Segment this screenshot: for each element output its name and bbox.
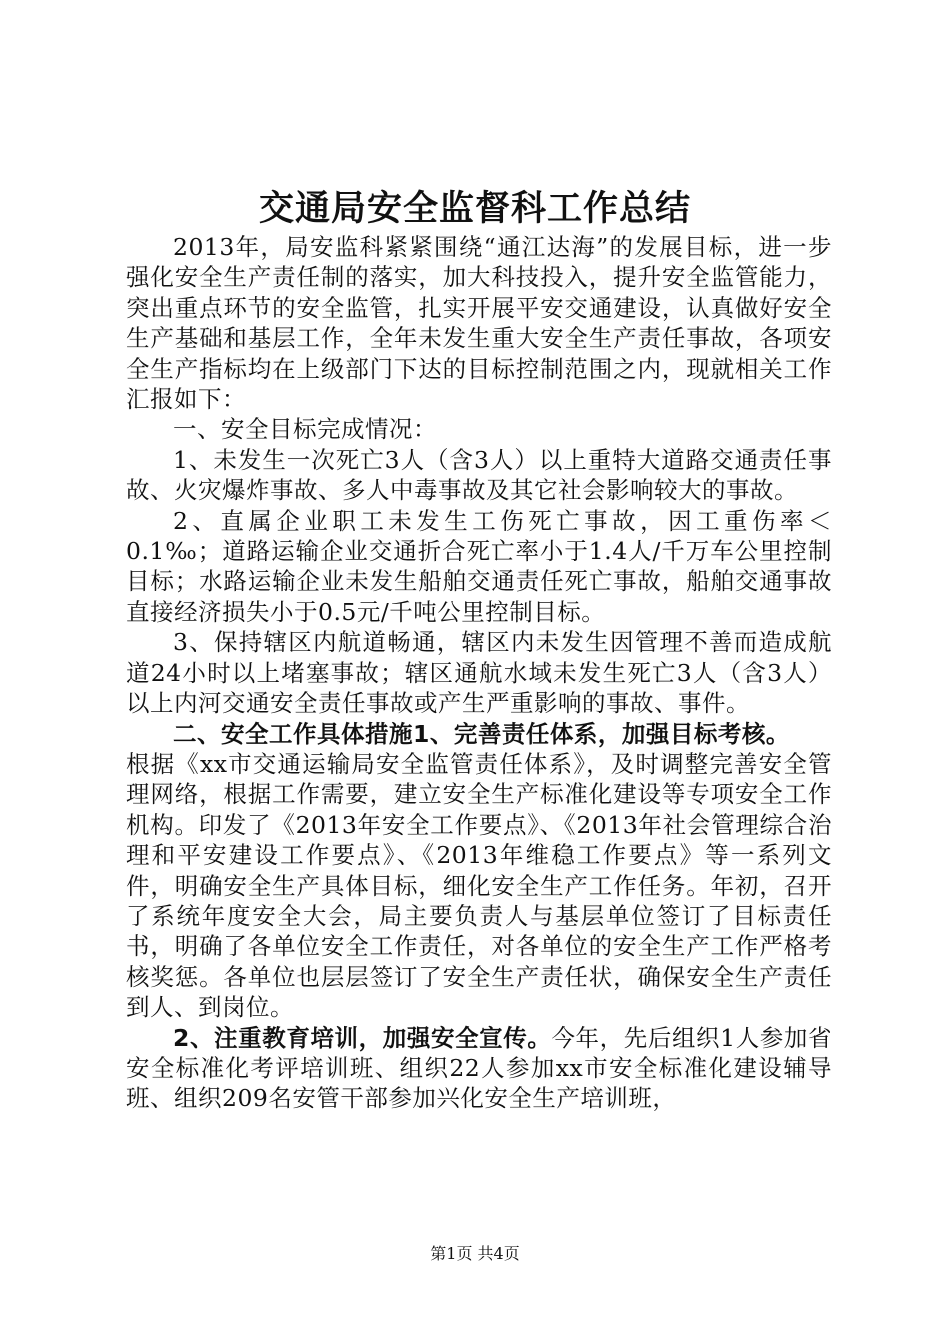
section-heading-measures: 二、安全工作具体措施1、完善责任体系，加强目标考核。 — [173, 719, 790, 748]
paragraph-intro: 2013年，局安监科紧紧围绕“通江达海”的发展目标，进一步强化安全生产责任制的落实，加大科技投入，提升安全监管能力，突出重点环节的安全监管，扎实开展平安交通建设，认真做好安全生产基础和基层工作，全年未发生重大安全生产责任事故，各项安全生产指标均在上级部门下达的目标控制范围之内，现就相关工作汇报如下： — [126, 233, 832, 414]
paragraph-goal-1: 1、未发生一次死亡3人（含3人）以上重特大道路交通责任事故、火灾爆炸事故、多人中毒事故及其它社会影响较大的事故。 — [126, 445, 832, 505]
page-number-footer: 第1页 共4页 — [430, 1244, 520, 1263]
paragraph-goal-2: 2、直属企业职工未发生工伤死亡事故，因工重伤率＜0.1‰；道路运输企业交通折合死亡率小于1.4人/千万车公里控制目标；水路运输企业未发生船舶交通责任死亡事故，船舶交通事故直接经济损失小于0.5元/千吨公里控制目标。 — [126, 506, 832, 626]
document-title: 交通局安全监督科工作总结 — [258, 189, 691, 229]
paragraph-goal-3: 3、保持辖区内航道畅通，辖区内未发生因管理不善而造成航道24小时以上堵塞事故；辖区通航水域未发生死亡3人（含3人）以上内河交通安全责任事故或产生严重影响的事故、事件。 — [126, 628, 832, 718]
measure-2-heading: 2、注重教育培训，加强安全宣传。 — [173, 1023, 552, 1052]
paragraph-measure-1: 根据《xx市交通运输局安全监管责任体系》，及时调整完善安全管理网络，根据工作需要，建立安全生产标准化建设等专项安全工作机构。印发了《2013年安全工作要点》、《2013年社会管理综合治理和平安建设工作要点》、《2013年维稳工作要点》等一系列文件，明确安全生产具体目标，细化安全生产工作任务。年初，召开了系统年度安全大会，局主要负责人与基层单位签订了目标责任书，明确了各单位安全工作责任，对各单位的安全生产工作严格考核奖惩。各单位也层层签订了安全生产责任状，确保安全生产责任到人、到岗位。 — [126, 749, 832, 1022]
document-body — [126, 232, 832, 1114]
paragraph-measure-2 — [126, 1023, 832, 1114]
measure-2-text: 今年，先后组织1人参加省安全标准化考评培训班、组织22人参加xx市安全标准化建设辅导班、组织209名安管干部参加兴化安全生产培训班， — [126, 1023, 832, 1113]
section-heading-goals: 一、安全目标完成情况： — [173, 415, 437, 444]
